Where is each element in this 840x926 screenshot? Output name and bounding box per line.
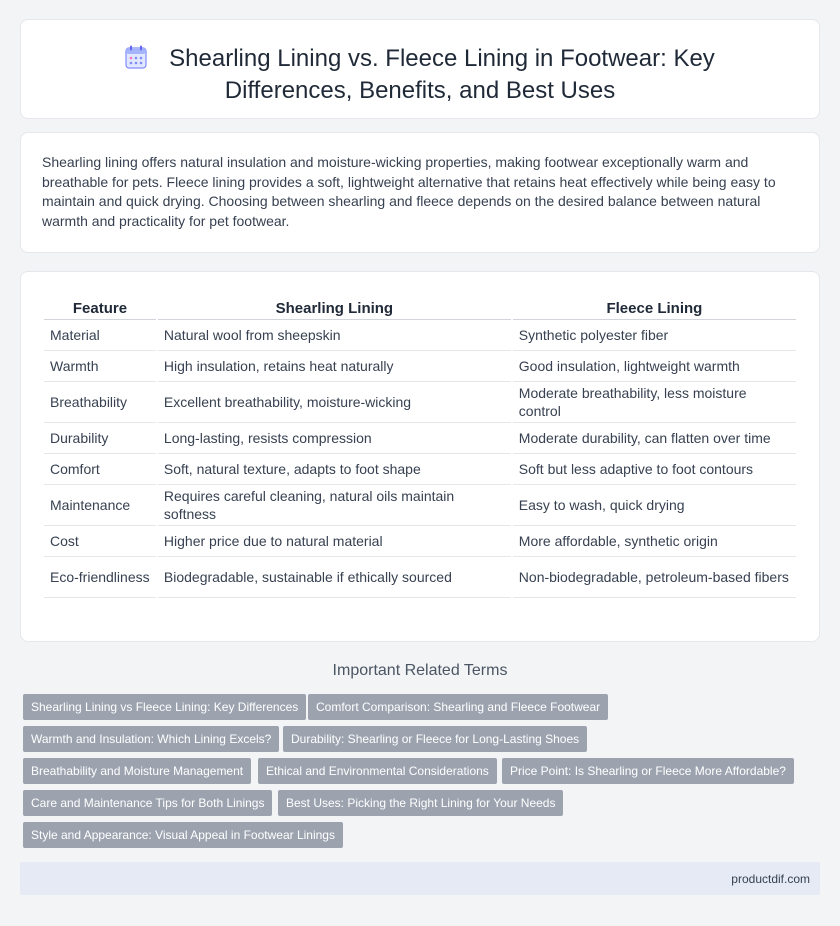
shearling-cell: Soft, natural texture, adapts to foot shape: [158, 454, 511, 485]
fleece-cell: Soft but less adaptive to foot contours: [513, 454, 796, 485]
related-term-tag[interactable]: Ethical and Environmental Considerations: [258, 758, 497, 784]
comparison-table: [42, 292, 798, 598]
shearling-cell: High insulation, retains heat naturally: [158, 351, 511, 382]
feature-cell: Warmth: [44, 351, 156, 382]
table-row: [44, 526, 796, 557]
related-term-tag[interactable]: Style and Appearance: Visual Appeal in Footwear Linings: [23, 822, 343, 848]
shearling-cell: Natural wool from sheepskin: [158, 320, 511, 351]
table-row: [44, 454, 796, 485]
fleece-cell: Good insulation, lightweight warmth: [513, 351, 796, 382]
title-card: [20, 19, 820, 119]
table-row: [44, 320, 796, 351]
table-row: [44, 485, 796, 526]
shearling-cell: Biodegradable, sustainable if ethically sourced: [158, 557, 511, 598]
comparison-card: [20, 271, 820, 642]
related-terms-title: Important Related Terms: [332, 662, 508, 679]
fleece-cell: Moderate durability, can flatten over time: [513, 423, 796, 454]
feature-cell: Comfort: [44, 454, 156, 485]
table-row: [44, 351, 796, 382]
footer-site-link[interactable]: productdif.com: [731, 872, 810, 886]
feature-cell: Cost: [44, 526, 156, 557]
fleece-cell: Moderate breathability, less moisture control: [513, 382, 796, 423]
intro-text: Shearling lining offers natural insulation and moisture-wicking properties, making footwear exceptionally warm and breathable for pets. Fleece lining provides a soft, lightweight alternative that retains heat effectively while being easy to maintain and quick drying. Choosing between shearling and fleece depends on the desired balance between natural warmth and practicality for pet footwear.: [42, 154, 776, 229]
feature-cell: Eco-friendliness: [44, 557, 156, 598]
table-header-row: [44, 292, 796, 320]
page-title: [21, 44, 819, 105]
header-feature: Feature: [44, 292, 156, 320]
shearling-cell: Requires careful cleaning, natural oils maintain softness: [158, 485, 511, 526]
table-row: [44, 557, 796, 598]
table-row: [44, 382, 796, 423]
header-shearling: Shearling Lining: [158, 292, 511, 320]
page-title-text: Shearling Lining vs. Fleece Lining in Footwear: Key Differences, Benefits, and Best Uses: [169, 45, 715, 104]
fleece-cell: Synthetic polyester fiber: [513, 320, 796, 351]
shearling-cell: Higher price due to natural material: [158, 526, 511, 557]
related-term-tag[interactable]: Durability: Shearling or Fleece for Long-Lasting Shoes: [283, 726, 587, 752]
fleece-cell: Non-biodegradable, petroleum-based fibers: [513, 557, 796, 598]
shearling-cell: Excellent breathability, moisture-wicking: [158, 382, 511, 423]
intro-card: [20, 132, 820, 253]
related-term-tag[interactable]: Best Uses: Picking the Right Lining for Your Needs: [278, 790, 563, 816]
related-term-tag[interactable]: Comfort Comparison: Shearling and Fleece Footwear: [308, 694, 608, 720]
feature-cell: Durability: [44, 423, 156, 454]
shearling-cell: Long-lasting, resists compression: [158, 423, 511, 454]
related-term-tag[interactable]: Price Point: Is Shearling or Fleece More Affordable?: [502, 758, 794, 784]
header-fleece: Fleece Lining: [513, 292, 796, 320]
related-term-tag[interactable]: Shearling Lining vs Fleece Lining: Key Differences: [23, 694, 306, 720]
feature-cell: Breathability: [44, 382, 156, 423]
feature-cell: Maintenance: [44, 485, 156, 526]
related-term-tag[interactable]: Warmth and Insulation: Which Lining Excels?: [23, 726, 279, 752]
fleece-cell: More affordable, synthetic origin: [513, 526, 796, 557]
fleece-cell: Easy to wash, quick drying: [513, 485, 796, 526]
calendar-icon: [125, 45, 147, 76]
related-term-tag[interactable]: Care and Maintenance Tips for Both Linings: [23, 790, 272, 816]
related-term-tag[interactable]: Breathability and Moisture Management: [23, 758, 251, 784]
footer: [20, 862, 820, 895]
feature-cell: Material: [44, 320, 156, 351]
table-row: [44, 423, 796, 454]
